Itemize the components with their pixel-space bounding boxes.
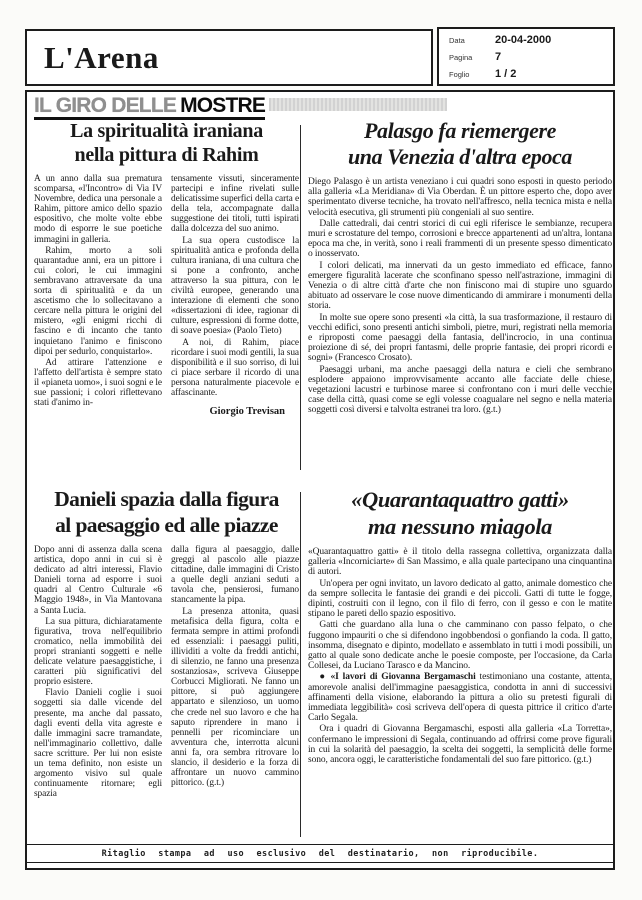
article-palasgo-headline	[308, 118, 612, 170]
paragraph: I colori delicati, ma innervati da un gesto immediato ed efficace, fanno emergere figuralità lacerate che sconfinano spesso nell'astrazione, immagini di Venezia o di altre città d'arte che non finiscono mai di stupire uno sguardo abituato ad osservare le cose nuove dimenticando di ammirare i monumenti della storia.	[308, 260, 612, 312]
paragraph: Ad attirare l'attenzione e l'affetto dell'artista è sempre stato il «pianeta uomo», i suoi sogni e le sue passioni; i colori riflettevano stati d'animo in-	[34, 357, 162, 409]
headline-line: Danieli spazia dalla figura	[54, 487, 279, 511]
sheet-label: Foglio	[449, 70, 470, 79]
headline-line: nella pittura di Rahim	[74, 144, 259, 166]
date-value: 20-04-2000	[495, 34, 552, 46]
meta-row-date	[449, 34, 613, 51]
paragraph: tensamente vissuti, sinceramente partecipi e infine rivelati sulle delicatissime superfici della carta e della tela, accompagnate dalla suggestione dei titoli, tutti ispirati dalla dolcezza del suo animo.	[171, 174, 300, 235]
section-banner-text	[34, 95, 265, 120]
headline-line: una Venezia d'altra epoca	[347, 144, 573, 169]
paragraph: Flavio Danieli coglie i suoi soggetti sia dalle vicende del presente, ma anche dal passato, dagli eventi della vita agreste e dalle immagini sacre tramandate, nell'immaginario collettivo, dalle sacre scritture. Per lui non esiste un tema definito, non esiste un argomento visivo sul quale continuamente ritornare; egli spazia	[34, 688, 162, 800]
page-value: 7	[495, 51, 502, 63]
article-rahim	[34, 119, 299, 417]
article-rahim-col2	[171, 174, 299, 417]
column-divider-top	[300, 125, 301, 470]
paragraph: Gatti che guardano alla luna o che camminano con passo felpato, o che fuggono impauriti o che si difendono ingobbendosi o gonfiando la coda. Il gatto, insomma, disegnato e dipinto, modellato e assemblato in tutti i modi possibili, un gatto al quale sono dedicate anche le poesie composte, per l'occasione, da Carla Collesei, da Luciano Tarasco e da Mancino.	[308, 620, 612, 672]
date-label: Data	[449, 36, 465, 45]
article-danieli-col2	[171, 545, 299, 799]
column-divider-bottom	[300, 492, 301, 837]
headline-line: ma nessuno miagola	[367, 514, 553, 539]
page-label: Pagina	[449, 53, 473, 62]
paragraph: ● «I lavori di Giovanna Bergamaschi testimoniano una costante, attenta, amorevole analisi dell'immagine paesaggistica, condotta in anni di successivi affinamenti della visione, elaborando la pittura a olio su pretesti figurali di immediata leggibilità» così scriveva dell'opera di questa pittrice il critico d'arte Carlo Segala.	[308, 672, 612, 724]
paragraph: A un anno dalla sua prematura scomparsa, «l'Incontro» di Via IV Novembre, dedica una personale a Rahim, pittore amico dello spazio espositivo, che molte volte ebbe modo di esporre le sue poetiche immagini in galleria.	[34, 174, 162, 245]
article-rahim-col1	[34, 174, 162, 417]
meta-row-page	[449, 51, 613, 68]
article-danieli-columns	[34, 545, 299, 799]
banner-halftone-bar	[269, 98, 447, 111]
paragraph: Dopo anni di assenza dalla scena artistica, dopo anni in cui si è dedicato ad altri interessi, Flavio Danieli torna ad esporre i suoi quadri al Centro Culturale «6 Maggio 1948», in Via Mantovana a Santa Lucia.	[34, 545, 162, 616]
article-rahim-col2-text	[171, 174, 299, 398]
paragraph: Rahim, morto a soli quarantadue anni, era un pittore i cui colori, le cui immagini sembravano attraversate da una sorta di spiritualità e da un ascetismo che lo sollecitavano a cercare nella pittura le origini del mistero, «gli enigmi ricchi di fascino e di incanto che tanto inquietano l'animo e finiscono dipoi per sedurlo, conquistarlo».	[34, 245, 162, 357]
clipping-frame	[25, 90, 615, 870]
paragraph: dalla figura al paesaggio, dalle greggi al pascolo alle piazze cittadine, dalle immagini di Cristo a quelle degli anziani seduti a tavola che, pensierosi, fumano stancamente la pipa.	[171, 545, 299, 606]
paragraph: Diego Palasgo è un artista veneziano i cui quadri sono esposti in questo periodo alla galleria «La Meridiana» di Via Oberdan. È un pittore esperto che, dopo aver sperimentato diverse tecniche, ha trovato nell'affresco, nella tecnica mista e nella velocità esecutiva, gli strumenti più congeniali al suo sentire.	[308, 177, 612, 218]
section-banner	[34, 95, 447, 119]
article-palasgo-body	[308, 177, 612, 416]
article-gatti-headline	[308, 486, 612, 540]
paragraph: La sua opera custodisce la spiritualità antica e profonda della cultura iraniana, di una cultura che si pone a confronto, anche attraverso la sua pittura, con le civiltà europee, generando una interazione di elementi che sono «dissertazioni di idee, ragionar di culture, espressioni di forme dotte, di soave poesia» (Paolo Tieto)	[171, 235, 299, 337]
article-danieli-headline	[34, 486, 299, 538]
masthead-box	[25, 29, 433, 86]
sheet-value: 1 / 2	[495, 68, 517, 80]
paragraph: In molte sue opere sono presenti «la città, la sua trasformazione, il restauro di vecchi edifici, sono presenti antichi simboli, pietre, muri, registrati nella memoria e riproposti come paesaggi della fantasia, dell'incrocio, in una continua proiezione di sé, dei propri fantasmi, delle proprie fantasie, dei propri ricordi e sogni» (Francesco Crosato).	[308, 312, 612, 364]
article-danieli	[34, 486, 299, 799]
banner-bold-text: MOSTRE	[180, 94, 266, 117]
paragraph: Ora i quadri di Giovanna Bergamaschi, esposti alla galleria «La Torretta», confermano le impressioni di Segala, continuando ad offrirsi come prove figurali in cui la solarità del paesaggio, la scelta dei soggetti, la semplicità delle forme sono, ancora oggi, le caratteristiche fondamentali del suo fare pittorico. (g.t.)	[308, 724, 612, 766]
banner-light-text: IL GIRO DELLE	[34, 94, 177, 117]
headline-line: Palasgo fa riemergere	[363, 118, 556, 143]
article-gatti-body	[308, 547, 612, 765]
meta-row-sheet	[449, 68, 613, 85]
paragraph: Paesaggi urbani, ma anche paesaggi della natura e cieli che sembrano esplodere appaiono improvvisamente accanto alle facciate delle chiese, vegetazioni lacustri e turbinose maree si confrontano con i muri delle vecchie case della città, quasi come se egli volesse coagualare nel segno e nella materia soggetti così diversi e talvolta estranei tra loro. (g.t.)	[308, 364, 612, 416]
copyright-text: Ritaglio stampa ad uso esclusivo del destinatario, non riproducibile.	[101, 848, 539, 859]
paragraph: La presenza attonita, quasi metafisica della figura, colta e fermata sempre in attimi profondi ed essenziali: i paesaggi puliti, illividiti a volte da freddi antichi, di silenzio, ne fanno una presenza sostanziosa», scriveva Giuseppe Corbucci Migliorati. Ne fanno un pittore, si può aggiungere appartato e silenzioso, un uomo che crede nel suo lavoro e che ha saputo riprendere in mano i pennelli per ricominciare un avventura che, interrotta alcuni anni fa, ora sembra ritrovare lo slancio, il desiderio e la forza di affrontare un nuovo cammino pittorico. (g.t.)	[171, 606, 299, 789]
headline-line: al paesaggio ed alle piazze	[55, 513, 278, 537]
paragraph: La sua pittura, dichiaratamente figurativa, trova nell'equilibrio cromatico, nella immobilità dei propri stranianti soggetti e nelle delicate velature paesaggistiche, i caratteri più significativi del proprio esistere.	[34, 616, 162, 688]
headline-line: «Quarantaquattro gatti»	[351, 487, 569, 512]
paragraph: Dalle cattedrali, dai centri storici di cui egli riferisce le sembianze, recupera muri e scrostature del tempo, corrosioni e brecce appartenenti ad un'altra, lontana epoca ma che, in verità, sono i reali frammenti di un presente spesso dimenticato o inosservato.	[308, 218, 612, 260]
article-palasgo	[308, 118, 612, 416]
paragraph: A noi, di Rahim, piace ricordare i suoi modi gentili, la sua disponibilità e il suo sorriso, di lui ci piace serbare il ricordo di una persona naturalmente piacevole e affascinante.	[171, 337, 299, 398]
article-gatti	[308, 486, 612, 765]
byline-author: Giorgio Trevisan	[209, 406, 285, 418]
newspaper-title: L'Arena	[44, 39, 159, 75]
article-danieli-col1	[34, 545, 162, 799]
article-rahim-headline	[34, 119, 299, 167]
article-rahim-columns	[34, 174, 299, 417]
headline-line: La spiritualità iraniana	[70, 120, 263, 142]
copyright-strip	[27, 844, 613, 863]
paragraph: «Quarantaquattro gatti» è il titolo della rassegna collettiva, organizzata dalla galleria «Incorniciarte» di San Massimo, e alla quale partecipano una cinquantina di autori.	[308, 547, 612, 578]
clipping-meta-box	[437, 27, 615, 86]
paragraph: Un'opera per ogni invitato, un lavoro dedicato al gatto, animale domestico che da sempre sollecita le fantasie dei grandi e dei piccoli. Gatti di tutte le fogge, dipinti, costruiti con il legno, con il filo di ferro, con il gesso e con le matite stipano le pareti dello spazio espositivo.	[308, 578, 612, 620]
